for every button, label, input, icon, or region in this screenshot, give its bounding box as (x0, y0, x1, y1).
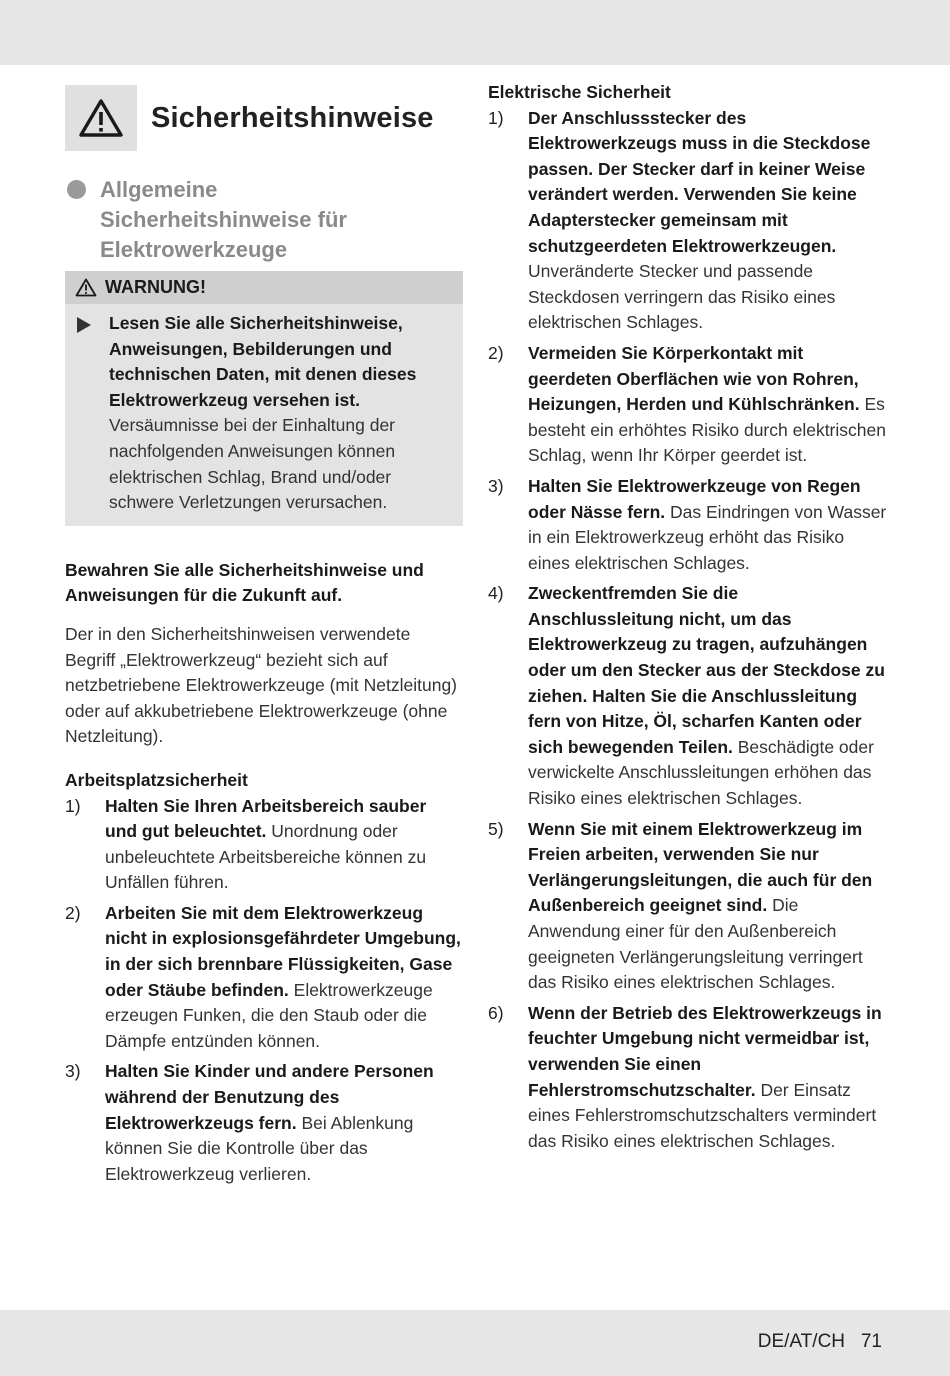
title-row (65, 85, 463, 151)
warning-text-normal: Versäumnisse bei der Einhaltung der nachfolgenden Anweisungen können elektrischen Schlag, Brand und/oder schwere Verletzungen verursachen. (109, 415, 396, 513)
list-item (488, 474, 888, 576)
item-text-normal: Elektrowerkzeuge erzeugen Funken, die den Staub oder die Dämpfe entzünden können. (105, 979, 433, 1051)
warning-text-bold: Lesen Sie alle Sicherheitshinweise, Anweisungen, Bebilderungen und technischen Daten, mit denen dieses Elektrowerkzeug versehen ist. (109, 313, 417, 410)
warning-triangle-icon (65, 85, 137, 151)
item-text-bold: Der Anschlussstecker des Elektrowerkzeugs muss in die Steckdose passen. Der Stecker darf in keiner Weise verändert werden. Verwenden Sie keine Adapterstecker gemeinsam mit schutzgeerdeten Elektrowerkzeugen. (528, 107, 871, 256)
list-item (65, 1059, 463, 1187)
item-number: 5) (488, 818, 504, 839)
item-text (105, 901, 463, 1055)
item-text (105, 794, 463, 896)
definition-paragraph: Der in den Sicherheitshinweisen verwendete Begriff „Elektrowerkzeug“ bezieht sich auf netzbetriebene Elektrowerkzeuge (mit Netzleitung) oder auf akkubetriebene Elektrowerkzeuge (ohne Netzleitung). (65, 623, 457, 747)
item-number: 1) (65, 795, 81, 816)
item-text-normal: Unordnung oder unbeleuchtete Arbeitsbereiche können zu Unfällen führen. (105, 821, 427, 893)
item-number: 1) (488, 107, 504, 128)
footer-region: DE/AT/CH (757, 1331, 846, 1352)
section-heading (65, 175, 463, 265)
warning-body (65, 304, 463, 526)
item-text (528, 817, 888, 996)
list-item (488, 581, 888, 811)
bullet-dot-icon (67, 180, 86, 199)
item-number: 3) (488, 475, 504, 496)
item-text-normal: Beschädigte oder verwickelte Anschlussleitungen erhöhen das Risiko eines elektrischen Schlages. (528, 736, 874, 809)
item-text (528, 581, 888, 811)
section-title-line: Allgemeine (100, 177, 218, 202)
warning-panel (65, 271, 463, 526)
item-number: 6) (488, 1002, 504, 1023)
work-area-list (65, 794, 463, 1188)
item-number: 3) (65, 1061, 81, 1082)
list-item (488, 106, 888, 336)
arrow-right-icon (77, 317, 91, 333)
list-item (488, 1001, 888, 1155)
page-footer (758, 1331, 882, 1353)
list-item (488, 817, 888, 996)
warning-header (65, 271, 463, 304)
item-text-bold: Wenn Sie mit einem Elektrowerkzeug im Freien arbeiten, verwenden Sie nur Verlängerungsleitungen, die auch für den Außenbereich geeignet sind. (528, 818, 873, 916)
item-text-normal: Unveränderte Stecker und passende Steckdosen verringern das Risiko eines elektrischen Schlages. (528, 261, 836, 333)
item-text (528, 1001, 888, 1155)
left-column (65, 85, 463, 1192)
item-text (528, 106, 888, 336)
item-number: 2) (488, 342, 504, 363)
page-number: 71 (860, 1331, 882, 1352)
item-text-normal: Das Eindringen von Wasser in ein Elektrowerkzeug erhöht das Risiko eines elektrischen Schlages. (528, 501, 887, 573)
item-text-normal: Die Anwendung einer für den Außenbereich geeigneten Verlängerungsleitung verringert das Risiko eines elektrischen Schlages. (528, 895, 863, 993)
item-text-bold: Zweckentfremden Sie die Anschlussleitung nicht, um das Elektrowerkzeug zu tragen, aufzuhängen oder um den Stecker aus der Steckdose zu ziehen. Halten Sie die Anschlussleitung fern von Hitze, Öl, scharfen Kanten oder sich bewegenden Teilen. (528, 583, 885, 757)
item-text-normal: Es besteht ein erhöhtes Risiko durch elektrischen Schlag, wenn Ihr Körper geerdet ist. (528, 394, 886, 466)
keep-notice: Bewahren Sie alle Sicherheitshinweise und Anweisungen für die Zukunft auf. (65, 559, 424, 606)
work-area-heading: Arbeitsplatzsicherheit (65, 769, 248, 790)
list-item (65, 794, 463, 896)
item-text-bold: Halten Sie Kinder und andere Personen während der Benutzung des Elektrowerkzeugs fern. (105, 1061, 434, 1133)
section-title-line: Elektrowerkzeuge (100, 237, 288, 262)
item-text-bold: Halten Sie Ihren Arbeitsbereich sauber und gut beleuchtet. (105, 795, 427, 842)
electrical-list (488, 106, 888, 1155)
item-text-normal: Der Einsatz eines Fehlerstromschutzschalters vermindert das Risiko eines elektrischen Schlages. (528, 1079, 877, 1151)
item-text-bold: Arbeiten Sie mit dem Elektrowerkzeug nicht in explosionsgefährdeter Umgebung, in der sich brennbare Flüssigkeiten, Gase oder Stäube befinden. (105, 902, 461, 1000)
item-text-bold: Vermeiden Sie Körperkontakt mit geerdeten Oberflächen wie von Rohren, Heizungen, Herden und Kühlschränken. (528, 342, 860, 415)
section-title (100, 175, 347, 265)
item-text-bold: Halten Sie Elektrowerkzeuge von Regen oder Nässe fern. (528, 475, 861, 522)
electrical-heading: Elektrische Sicherheit (488, 82, 671, 102)
list-item (488, 341, 888, 469)
item-number: 4) (488, 583, 504, 604)
top-band (0, 0, 950, 65)
page-title: Sicherheitshinweise (151, 101, 434, 134)
item-number: 2) (65, 902, 81, 923)
right-column (488, 80, 888, 1159)
item-text (528, 341, 888, 469)
item-text-normal: Bei Ablenkung können Sie die Kontrolle über das Elektrowerkzeug verlieren. (105, 1112, 414, 1184)
warning-label: WARNUNG! (105, 277, 206, 297)
list-item (65, 901, 463, 1055)
warning-small-icon (75, 278, 97, 297)
item-text (528, 474, 888, 576)
section-title-line: Sicherheitshinweise für (100, 207, 347, 232)
warning-text (109, 311, 451, 516)
item-text-bold: Wenn der Betrieb des Elektrowerkzeugs in feuchter Umgebung nicht vermeidbar ist, verwenden Sie einen Fehlerstromschutzschalter. (528, 1002, 882, 1100)
item-text (105, 1059, 463, 1187)
